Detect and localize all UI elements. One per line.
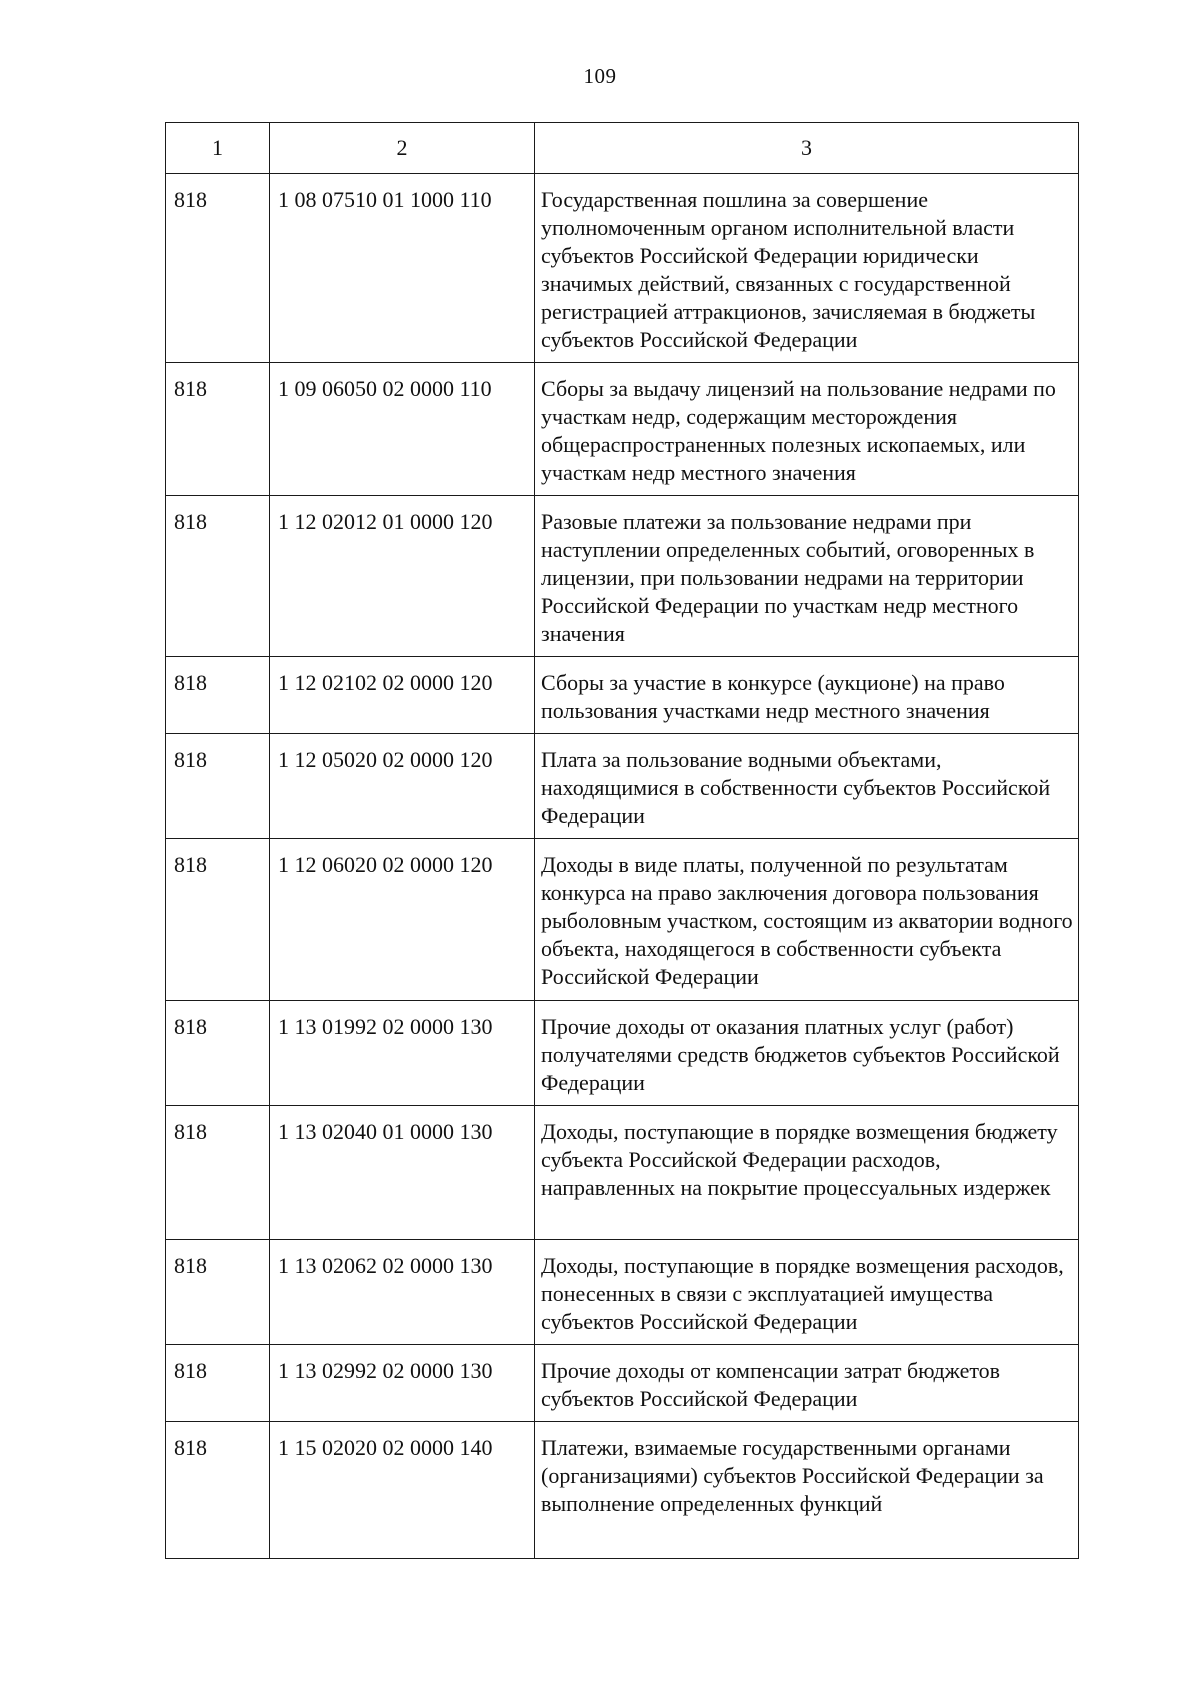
table-row — [166, 1240, 1079, 1345]
table-row — [166, 1106, 1079, 1240]
table-row — [166, 1001, 1079, 1106]
revenue-description-cell: Сборы за участие в конкурсе (аукционе) на право пользования участками недр местного значения — [535, 657, 1079, 734]
revenue-description-cell: Доходы в виде платы, полученной по результатам конкурса на право заключения договора пользования рыболовным участком, состоящим из акватории водного объекта, находящегося в собственности субъекта Российской Федерации — [535, 839, 1079, 1001]
column-header-2: 2 — [270, 123, 535, 174]
revenue-description-cell: Сборы за выдачу лицензий на пользование недрами по участкам недр, содержащим месторождения общераспространенных полезных ископаемых, или участкам недр местного значения — [535, 363, 1079, 496]
revenue-description-cell: Плата за пользование водными объектами, находящимися в собственности субъектов Российской Федерации — [535, 734, 1079, 839]
revenue-code-cell: 1 12 06020 02 0000 120 — [270, 839, 535, 1001]
revenue-description-cell: Платежи, взимаемые государственными органами (организациями) субъектов Российской Федерации за выполнение определенных функций — [535, 1422, 1079, 1559]
table-row — [166, 734, 1079, 839]
table-row — [166, 174, 1079, 363]
admin-code-cell: 818 — [166, 1001, 270, 1106]
admin-code-cell: 818 — [166, 363, 270, 496]
revenue-code-cell: 1 09 06050 02 0000 110 — [270, 363, 535, 496]
revenue-code-cell: 1 13 01992 02 0000 130 — [270, 1001, 535, 1106]
table-row — [166, 1345, 1079, 1422]
table-row — [166, 839, 1079, 1001]
admin-code-cell: 818 — [166, 1345, 270, 1422]
table-row — [166, 657, 1079, 734]
revenue-code-cell: 1 13 02062 02 0000 130 — [270, 1240, 535, 1345]
revenue-description-cell: Прочие доходы от компенсации затрат бюджетов субъектов Российской Федерации — [535, 1345, 1079, 1422]
revenue-description-cell: Доходы, поступающие в порядке возмещения расходов, понесенных в связи с эксплуатацией имущества субъектов Российской Федерации — [535, 1240, 1079, 1345]
admin-code-cell: 818 — [166, 174, 270, 363]
revenue-description-cell: Прочие доходы от оказания платных услуг (работ) получателями средств бюджетов субъектов Российской Федерации — [535, 1001, 1079, 1106]
revenue-code-cell: 1 12 02012 01 0000 120 — [270, 496, 535, 657]
admin-code-cell: 818 — [166, 839, 270, 1001]
revenue-code-cell: 1 08 07510 01 1000 110 — [270, 174, 535, 363]
table-row — [166, 1422, 1079, 1559]
admin-code-cell: 818 — [166, 1422, 270, 1559]
revenue-description-cell: Разовые платежи за пользование недрами при наступлении определенных событий, оговоренных в лицензии, при пользовании недрами на территории Российской Федерации по участкам недр местного значения — [535, 496, 1079, 657]
admin-code-cell: 818 — [166, 657, 270, 734]
table-row — [166, 363, 1079, 496]
admin-code-cell: 818 — [166, 734, 270, 839]
column-header-3: 3 — [535, 123, 1079, 174]
revenue-code-cell: 1 12 02102 02 0000 120 — [270, 657, 535, 734]
admin-code-cell: 818 — [166, 1106, 270, 1240]
page-number: 109 — [583, 64, 617, 88]
column-header-1: 1 — [166, 123, 270, 174]
admin-code-cell: 818 — [166, 1240, 270, 1345]
admin-code-cell: 818 — [166, 496, 270, 657]
revenue-code-cell: 1 15 02020 02 0000 140 — [270, 1422, 535, 1559]
table-header-row — [166, 123, 1079, 174]
revenue-codes-table — [165, 122, 1079, 1559]
table-row — [166, 496, 1079, 657]
revenue-code-cell: 1 13 02040 01 0000 130 — [270, 1106, 535, 1240]
revenue-description-cell: Государственная пошлина за совершение уполномоченным органом исполнительной власти субъектов Российской Федерации юридически значимых действий, связанных с государственной регистрацией аттракционов, зачисляемая в бюджеты субъектов Российской Федерации — [535, 174, 1079, 363]
revenue-description-cell: Доходы, поступающие в порядке возмещения бюджету субъекта Российской Федерации расходов, направленных на покрытие процессуальных издержек — [535, 1106, 1079, 1240]
revenue-code-cell: 1 13 02992 02 0000 130 — [270, 1345, 535, 1422]
revenue-code-cell: 1 12 05020 02 0000 120 — [270, 734, 535, 839]
